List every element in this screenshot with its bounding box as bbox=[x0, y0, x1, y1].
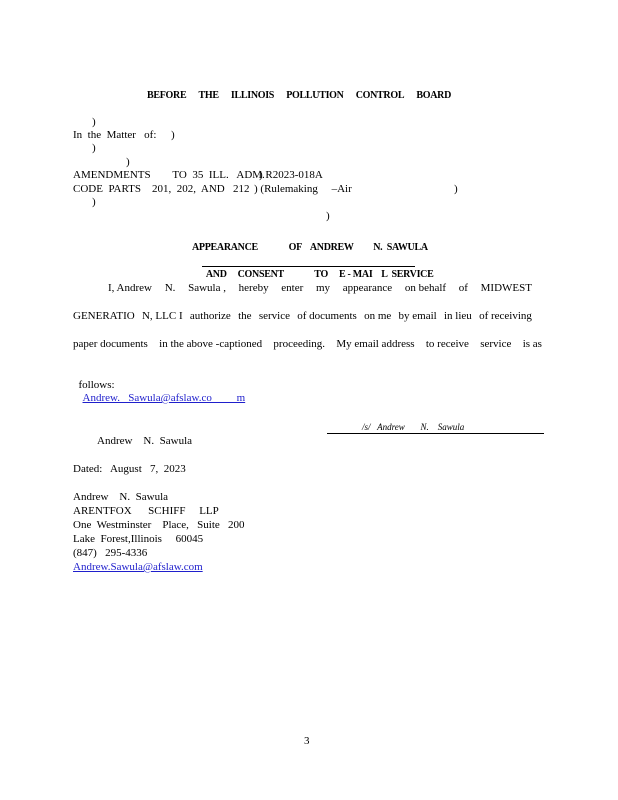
body-word: is as bbox=[522, 338, 542, 350]
electronic-signature: /s/ Andrew N. Sawula bbox=[362, 422, 465, 432]
contact-address-2: Lake Forest,Illinois 60045 bbox=[73, 533, 204, 545]
docket-number: ) R2023-018A bbox=[259, 169, 323, 181]
caption-paren: ) bbox=[92, 142, 96, 154]
body-word: enter bbox=[281, 282, 304, 294]
body-line-2 bbox=[73, 310, 532, 323]
body-word: on me bbox=[364, 310, 392, 322]
body-word: my bbox=[315, 282, 331, 294]
body-word: of bbox=[458, 282, 468, 294]
body-word: to receive bbox=[425, 338, 469, 350]
rulemaking-label: ) (Rulemaking –Air bbox=[254, 183, 352, 195]
board-title-word: POLLUTION bbox=[286, 90, 344, 101]
code-parts-line: CODE PARTS 201, 202, AND 212 bbox=[73, 183, 250, 195]
body-word: service bbox=[258, 310, 290, 322]
body-word: I, Andrew bbox=[108, 282, 152, 294]
body-word: appearance bbox=[342, 282, 393, 294]
body-word: MIDWEST bbox=[480, 282, 532, 294]
body-word: hereby bbox=[238, 282, 269, 294]
contact-name: Andrew N. Sawula bbox=[73, 491, 169, 503]
contact-address-1: One Westminster Place, Suite 200 bbox=[73, 519, 245, 531]
matter-label: In the Matter of: bbox=[73, 129, 157, 141]
body-word: My email address bbox=[336, 338, 415, 350]
board-title-word: BEFORE bbox=[147, 90, 187, 101]
body-word: service bbox=[480, 338, 512, 350]
body-line-1 bbox=[108, 282, 532, 295]
caption-paren: ) bbox=[454, 183, 458, 195]
body-word: in lieu bbox=[444, 310, 472, 322]
body-word: follows: bbox=[78, 379, 115, 391]
body-word: by email bbox=[398, 310, 437, 322]
body-word: in the above -captioned bbox=[159, 338, 263, 350]
signer-name: Andrew N. Sawula bbox=[97, 435, 193, 447]
body-word: the bbox=[238, 310, 252, 322]
caption-paren: ) bbox=[126, 156, 130, 168]
amendments-line: AMENDMENTS TO 35 ILL. ADM. bbox=[73, 169, 265, 181]
body-word: on behalf bbox=[404, 282, 447, 294]
contact-phone: (847) 295-4336 bbox=[73, 547, 148, 559]
page-number: 3 bbox=[304, 735, 310, 747]
contact-firm: ARENTFOX SCHIFF LLP bbox=[73, 505, 219, 517]
title-underline bbox=[202, 266, 415, 267]
body-word: N. bbox=[164, 282, 176, 294]
body-word: authorize bbox=[189, 310, 231, 322]
body-word: paper documents bbox=[73, 338, 148, 350]
body-word: N, LLC I bbox=[141, 310, 183, 322]
body-word: GENERATIO bbox=[73, 310, 135, 322]
board-title bbox=[147, 89, 451, 102]
email-link[interactable]: Andrew. Sawula@afslaw.co m bbox=[82, 392, 246, 404]
body-word: Sawula , bbox=[188, 282, 226, 294]
caption-paren: ) bbox=[92, 196, 96, 208]
body-word: proceeding. bbox=[273, 338, 326, 350]
body-line-3 bbox=[73, 338, 542, 351]
board-title-word: THE bbox=[198, 90, 219, 101]
document-title-line1: APPEARANCE OF ANDREW N. SAWULA bbox=[192, 242, 428, 253]
document-title-line2 bbox=[202, 255, 433, 281]
body-word: of documents bbox=[297, 310, 357, 322]
board-title-word: CONTROL bbox=[355, 90, 405, 101]
caption-paren: ) bbox=[92, 116, 96, 128]
date-line: Dated: August 7, 2023 bbox=[73, 463, 186, 475]
body-word: of receiving bbox=[479, 310, 532, 322]
board-title-word: BOARD bbox=[416, 90, 451, 101]
board-title-word: ILLINOIS bbox=[230, 90, 275, 101]
caption-paren: ) bbox=[171, 129, 175, 141]
caption-paren: ) bbox=[326, 210, 330, 222]
document-title-line2-text: AND CONSENT TO E - MAI L SERVICE bbox=[205, 269, 434, 280]
body-line-4 bbox=[73, 366, 245, 405]
contact-email-link[interactable]: Andrew.Sawula@afslaw.com bbox=[73, 561, 203, 573]
